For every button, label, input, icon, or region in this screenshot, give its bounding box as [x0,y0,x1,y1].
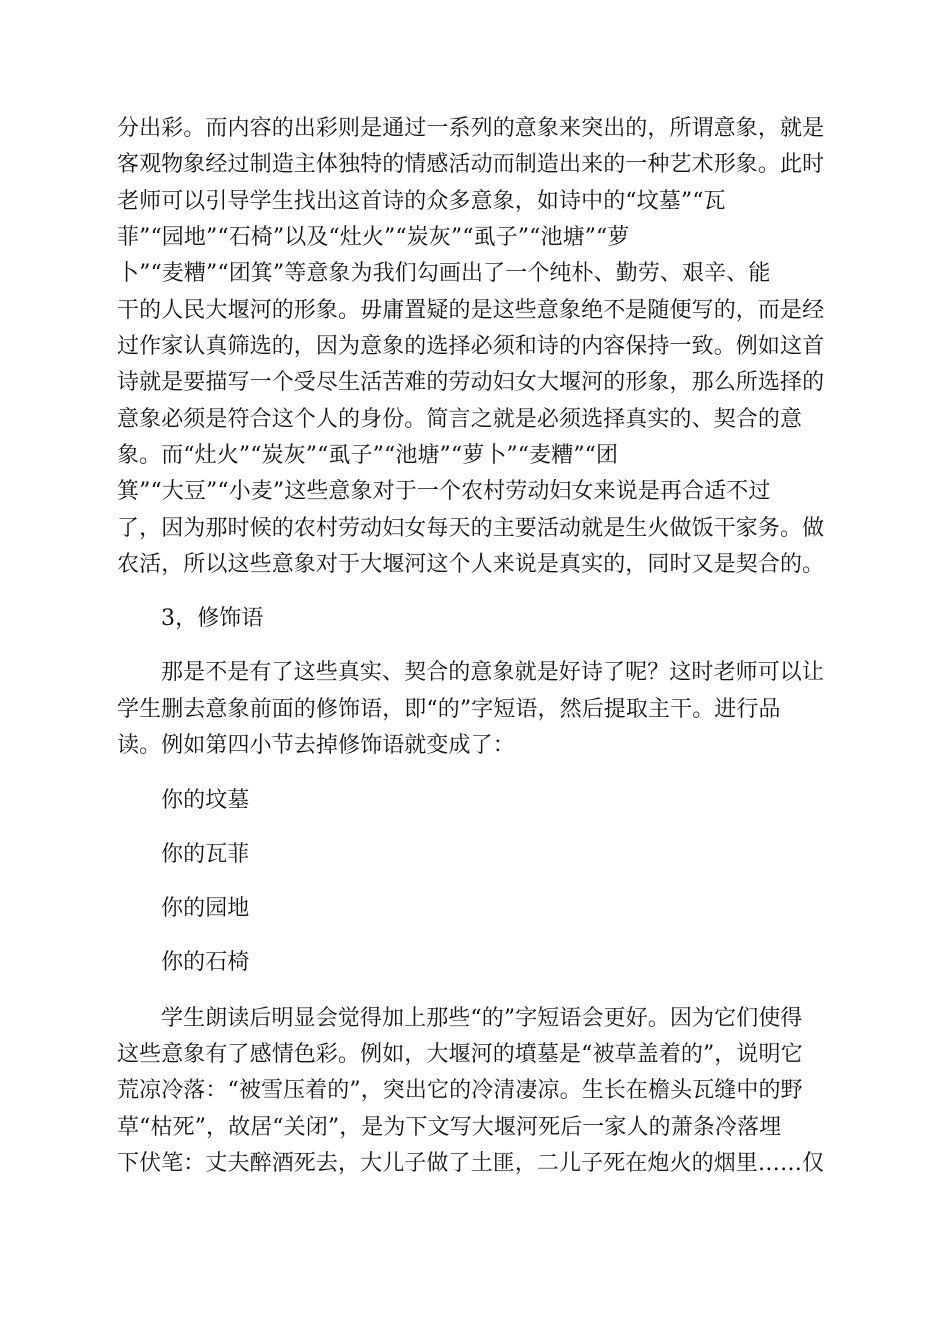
body-text-line: 荒凉冷落：“被雪压着的”，突出它的冷清凄凉。生长在檐头瓦缝中的野 [117,1078,803,1103]
body-text-line: 这些意象有了感情色彩。例如，大堰河的墳墓是“被草盖着的”，说明它 [117,1042,803,1067]
body-text-line: 了，因为那时候的农村劳动妇女每天的主要活动就是生火做饭干家务。做 [117,516,825,541]
poem-line: 你的园地 [161,896,250,921]
body-text-line: 箕”“大豆”“小麦”这些意象对于一个农村劳动妇女来说是再合适不过 [117,479,771,504]
body-text-line: 象。而“灶火”“炭灰”“虱子”“池塘”“萝卜”“麦糟”“团 [117,443,619,468]
body-text-line: 干的人民大堰河的形象。毋庸置疑的是这些意象绝不是随便写的，而是经 [117,298,825,323]
body-text-line: 卜”“麦糟”“团箕”等意象为我们勾画出了一个纯朴、勤劳、艰辛、能 [117,261,771,286]
section-heading: 3，修饰语 [161,606,264,631]
body-text-line: 过作家认真筛选的，因为意象的选择必须和诗的内容保持一致。例如这首 [117,334,825,359]
body-text-line: 老师可以引导学生找出这首诗的众多意象，如诗中的“坟墓”“瓦 [117,189,726,214]
body-text-line: 那是不是有了这些真实、契合的意象就是好诗了呢？这时老师可以让 [161,660,825,685]
body-text-line: 草“枯死”，故居“关闭”，是为下文写大堰河死后一家人的萧条冷落埋 [117,1115,782,1140]
body-text-line: 下伏笔：丈夫醉酒死去，大儿子做了土匪，二儿子死在炮火的烟里……仅 [117,1151,825,1176]
poem-line: 你的瓦菲 [161,842,250,867]
body-text-line: 意象必须是符合这个人的身份。简言之就是必须选择真实的、契合的意 [117,407,803,432]
body-text-line: 学生删去意象前面的修饰语，即“的”字短语，然后提取主干。进行品 [117,697,781,722]
body-text-line: 客观物象经过制造主体独特的情感活动而制造出来的一种艺术形象。此时 [117,152,825,177]
poem-line: 你的石椅 [161,950,250,975]
body-text-line: 学生朗读后明显会觉得加上那些“的”字短语会更好。因为它们使得 [161,1006,803,1031]
body-text-line: 农活，所以这些意象对于大堰河这个人来说是真实的，同时又是契合的。 [117,552,825,577]
poem-line: 你的坟墓 [161,788,250,813]
body-text-line: 菲”“园地”“石椅”以及“灶火”“炭灰”“虱子”“池塘”“萝 [117,225,630,250]
body-text-line: 分出彩。而内容的出彩则是通过一系列的意象来突出的，所谓意象，就是 [117,116,825,141]
body-text-line: 诗就是要描写一个受尽生活苦难的劳动妇女大堰河的形象，那么所选择的 [117,370,825,395]
body-text-line: 读。例如第四小节去掉修饰语就变成了： [117,733,515,758]
